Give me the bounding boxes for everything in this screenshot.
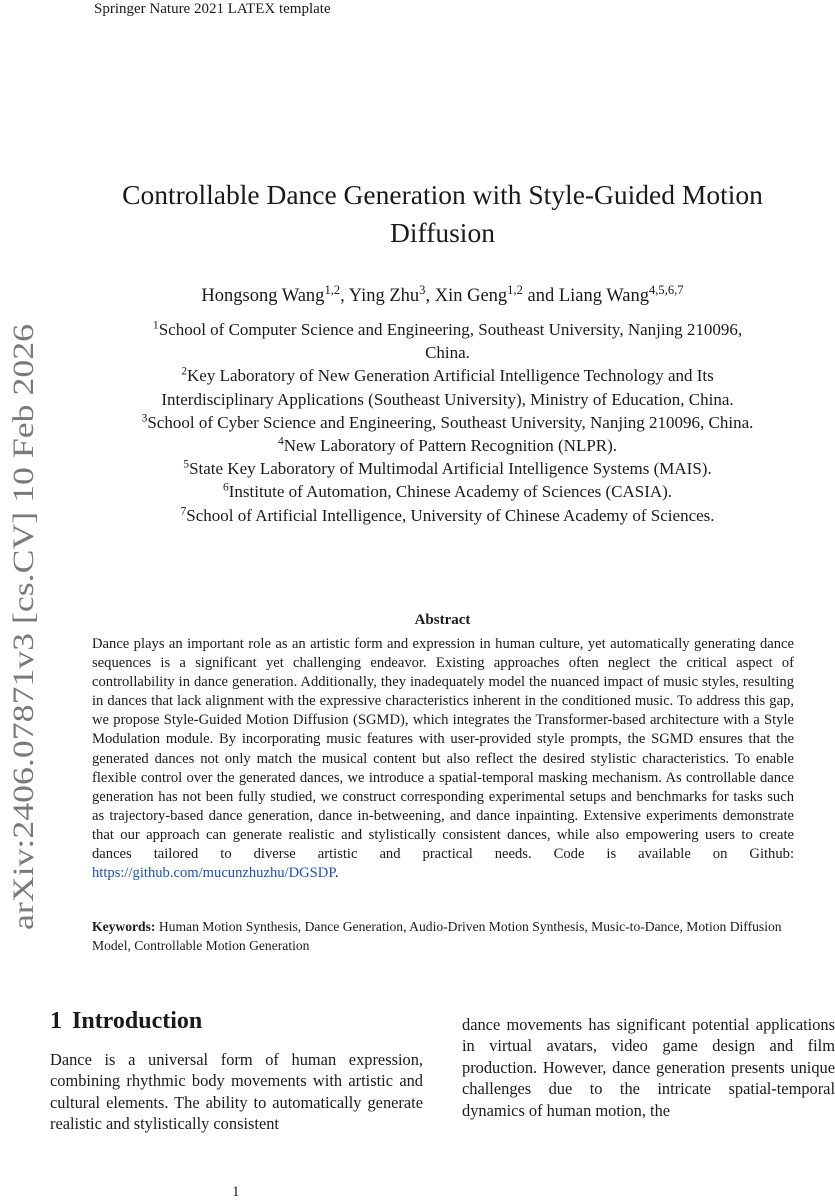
author-name: Ying Zhu [348, 286, 420, 306]
page-number: 1 [232, 1184, 240, 1200]
abstract-heading: Abstract [414, 612, 471, 628]
title-line-1: Controllable Dance Generation with Style-Guided Motion [122, 179, 763, 210]
abstract-end-punctuation: . [334, 865, 339, 882]
affiliation-item [70, 480, 825, 503]
affiliation-item [70, 434, 825, 457]
affiliation-item [70, 411, 825, 434]
arxiv-stamp-svg [0, 320, 48, 940]
affiliation-marker: 7 [180, 504, 187, 518]
author-separator: and [522, 286, 559, 306]
affiliation-text: School of Computer Science and Engineering, Southeast University, Nanjing 210096, [158, 320, 743, 339]
section-heading [50, 1006, 202, 1036]
body-left-column: Dance is a universal form of human expression, combining rhythmic body movements with artistic and cultural elements. The ability to automatically generate realistic and stylistically consistent [50, 1050, 423, 1134]
affiliation-text: School of Cyber Science and Engineering, Southeast University, Nanjing 210096, China. [147, 412, 754, 432]
affiliation-item [70, 364, 825, 410]
arxiv-stamp-text: arXiv:2406.07871v3 [cs.CV] 10 Feb 2026 [7, 421, 40, 930]
section-title: Introduction [72, 1008, 203, 1034]
paper-title [80, 176, 805, 252]
affiliation-marker: 3 [141, 411, 148, 425]
running-head: Springer Nature 2021 LATEX template [94, 1, 331, 17]
affiliation-text: Institute of Automation, Chinese Academy of Sciences (CASIA). [228, 482, 673, 502]
affiliation-marker: 6 [222, 481, 229, 495]
keywords [92, 917, 794, 955]
keywords-text: Human Motion Synthesis, Dance Generation, Audio-Driven Motion Synthesis, Music-to-Dance, Motion Diffusion Model, Controllable Motion Generation [92, 919, 782, 953]
section-number: 1 [50, 1008, 62, 1034]
affiliation-text: New Laboratory of Pattern Recognition (NLPR). [283, 436, 618, 456]
affiliation-marker: 4 [277, 434, 284, 448]
author-affiliation-marker: 1,2 [507, 283, 523, 298]
author-affiliation-marker: 3 [419, 283, 426, 298]
author-affiliation-marker: 1,2 [324, 283, 341, 298]
abstract-body [92, 635, 794, 883]
author-list [80, 283, 805, 309]
abstract-text: Dance plays an important role as an artistic form and expression in human culture, yet automatically generating dance sequences is a significant yet challenging endeavor. Existing approaches often neglect the critical aspect of controllability in dance generation. Additionally, they inadequately model the nuanced impact of music styles, resulting in dances that lack alignment with the expressive characteristics inherent in the conditioned music. To address this gap, we propose Style-Guided Motion Diffusion (SGMD), which integrates the Transformer-based architecture with a Style Modulation module. By incorporating music features with user-provided style prompts, the SGMD ensures that the generated dances not only match the musical content but also reflect the desired stylistic characteristics. To enable flexible control over the generated dances, we introduce a spatial-temporal masking mechanism. As controllable dance generation has not been fully studied, we construct corresponding experimental setups and benchmarks for tasks such as trajectory-based dance generation, dance in-betweening, and dance inpainting. Extensive experiments demonstrate that our approach can generate realistic and stylistically consistent dances, while also empowering users to create dances tailored to diverse artistic and practical needs. Code is available on Github: [92, 636, 794, 863]
affiliation-text: School of Artificial Intelligence, University of Chinese Academy of Sciences. [186, 505, 715, 525]
affiliation-marker: 2 [181, 365, 188, 379]
arxiv-sidebar-stamp [0, 320, 48, 940]
body-right-column: dance movements has significant potential applications in virtual avatars, video game design and film production. However, dance generation presents unique challenges due to the intricate spatial-temporal dynamics of human motion, the [462, 1015, 835, 1120]
author-separator: , [425, 286, 435, 306]
affiliation-text-continued: China. [425, 343, 470, 363]
title-line-2: Diffusion [390, 217, 495, 248]
author-name: Xin Geng [434, 286, 508, 306]
affiliation-item [70, 457, 825, 480]
author-name: Hongsong Wang [201, 286, 325, 306]
affiliation-marker: 5 [183, 457, 190, 471]
affiliation-text-continued: Interdisciplinary Applications (Southeast University), Ministry of Education, China. [161, 389, 734, 409]
keywords-label: Keywords: [92, 919, 156, 934]
affiliation-text: Key Laboratory of New Generation Artificial Intelligence Technology and Its [187, 366, 714, 386]
author-affiliation-marker: 4,5,6,7 [649, 283, 684, 298]
author-name: Liang Wang [558, 286, 649, 306]
affiliation-text: State Key Laboratory of Multimodal Artificial Intelligence Systems (MAIS). [189, 459, 712, 479]
affiliation-list [70, 318, 825, 527]
github-link[interactable]: https://github.com/mucunzhuzhu/DGSDP [92, 865, 335, 882]
author-separator: , [340, 286, 349, 306]
affiliation-marker: 1 [152, 318, 159, 332]
affiliation-item [70, 504, 825, 527]
affiliation-item [70, 318, 825, 364]
